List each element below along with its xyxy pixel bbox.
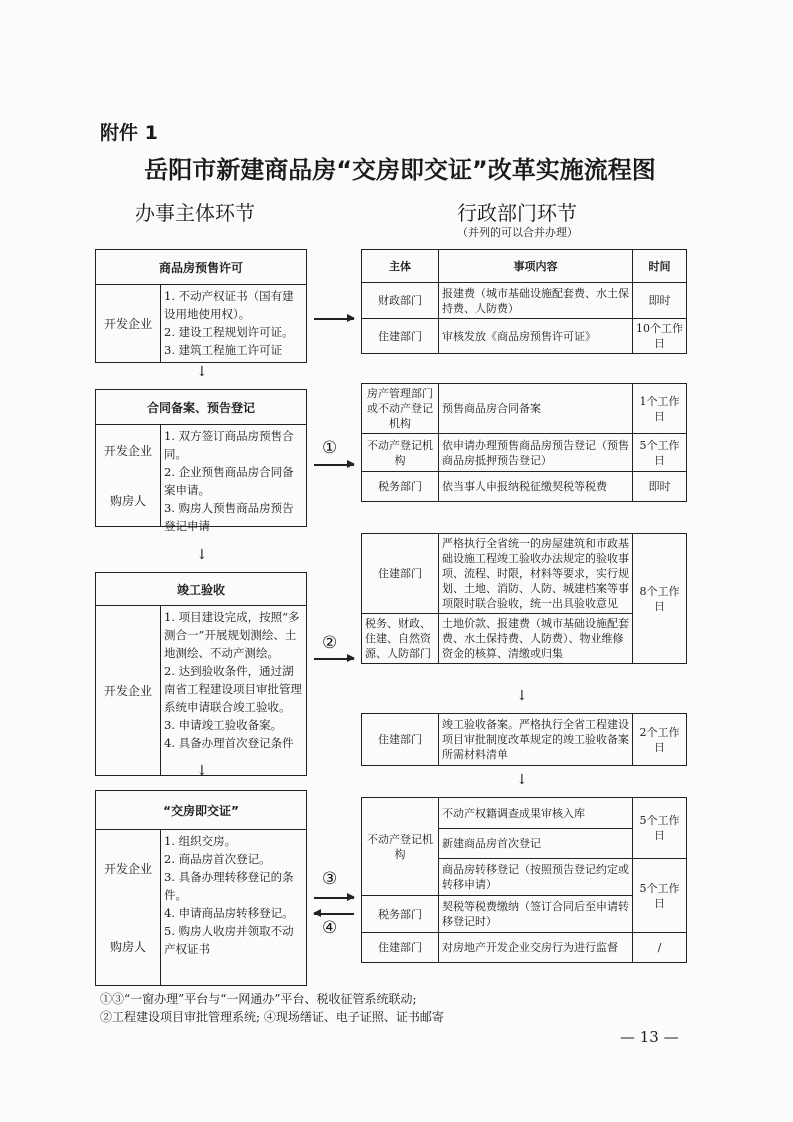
time-cell: 即时 <box>633 283 687 319</box>
time-cell: 5个工作日 <box>633 434 687 472</box>
step-actor: 开发企业 <box>103 862 152 877</box>
step-box-completion-acceptance <box>95 572 307 776</box>
subject-cell: 住建部门 <box>362 534 439 614</box>
step-box-contract-filing <box>95 389 307 533</box>
step-title: 竣工验收 <box>96 573 306 606</box>
time-cell: 2个工作日 <box>633 714 687 766</box>
right-arrow-icon <box>314 318 354 320</box>
step-box-handover-with-certificate <box>95 790 307 986</box>
content-cell: 对房地产开发企业交房行为进行监督 <box>439 933 633 963</box>
subject-cell: 税务部门 <box>362 472 439 502</box>
page-number: — 13 — <box>620 1028 679 1046</box>
content-cell: 审核发放《商品房预售许可证》 <box>439 319 633 354</box>
down-arrow-icon: ↓ <box>196 547 208 563</box>
right-note: （并列的可以合并办理） <box>457 226 578 239</box>
content-cell: 预售商品房合同备案 <box>439 384 633 434</box>
step-item: 2. 建设工程规划许可证。 <box>164 325 294 339</box>
content-cell: 土地价款、报建费（城市基础设施配套费、水土保持费、人防费）、物业维修资金的核算、清缴或归集 <box>439 614 633 664</box>
step-item: 3. 申请竣工验收备案。 <box>164 718 283 732</box>
time-cell: 10个工作日 <box>633 319 687 354</box>
footnote: ②工程建设项目审批管理系统; ④现场缮证、电子证照、证书邮寄 <box>100 1010 444 1024</box>
step-item: 4. 具备办理首次登记条件 <box>164 736 294 750</box>
step-item: 2. 企业预售商品房合同备案申请。 <box>164 465 294 497</box>
marker-2: ② <box>322 633 338 653</box>
subject-cell: 住建部门 <box>362 319 439 354</box>
content-cell: 商品房转移登记（按照预告登记约定或转移申请） <box>439 859 633 896</box>
step-item: 1. 双方签订商品房预售合同。 <box>164 429 294 461</box>
marker-4: ④ <box>322 918 338 938</box>
right-arrow-icon <box>314 658 354 660</box>
content-cell: 契税等税费缴纳（签订合同后至申请转移登记时） <box>439 896 633 933</box>
down-arrow-icon: ↓ <box>196 763 208 779</box>
right-heading: 行政部门环节 <box>457 201 577 225</box>
subject-cell: 财政部门 <box>362 283 439 319</box>
subject-cell: 税务部门 <box>362 896 439 933</box>
subject-cell: 住建部门 <box>362 933 439 963</box>
content-cell: 严格执行全省统一的房屋建筑和市政基础设施工程竣工验收办法规定的验收事项、流程、时限，材料等要求，实行规划、土地、消防、人防、城建档案等事项限时联合验收，统一出具验收意见 <box>439 534 633 614</box>
subject-cell: 税务、财政、住建、自然资源、人防部门 <box>362 614 439 664</box>
subject-cell: 不动产登记机构 <box>362 434 439 472</box>
step-item: 2. 达到验收条件，通过湖南省工程建设项目审批管理系统申请联合竣工验收。 <box>164 664 302 714</box>
step-title: 合同备案、预告登记 <box>96 390 306 425</box>
step-actor: 开发企业 <box>103 443 152 458</box>
step-item: 1. 项目建设完成，按照“多测合一”开展规划测绘、土地测绘、不动产测绘。 <box>164 610 300 660</box>
subject-cell: 住建部门 <box>362 714 439 766</box>
time-cell: 5个工作日 <box>633 798 687 859</box>
col-header: 时间 <box>633 250 687 283</box>
time-cell: 1个工作日 <box>633 384 687 434</box>
down-arrow-icon: ↓ <box>196 364 208 380</box>
col-header: 主体 <box>362 250 439 283</box>
time-cell: / <box>633 933 687 963</box>
col-header: 事项内容 <box>439 250 633 283</box>
content-cell: 依当事人申报纳税征缴契税等税费 <box>439 472 633 502</box>
content-cell: 竣工验收备案。严格执行全省工程建设项目审批制度改革规定的竣工验收备案所需材料清单 <box>439 714 633 766</box>
content-cell: 新建商品房首次登记 <box>439 829 633 859</box>
step-actor: 开发企业 <box>103 317 152 331</box>
time-cell: 8个工作日 <box>633 534 687 664</box>
step-actor: 购房人 <box>109 494 146 509</box>
subject-cell: 房产管理部门或不动产登记机构 <box>362 384 439 434</box>
table-completion-acceptance <box>361 533 687 664</box>
step-title: 商品房预售许可 <box>96 250 306 285</box>
attachment-label: 附件 1 <box>100 122 158 144</box>
page-title: 岳阳市新建商品房“交房即交证”改革实施流程图 <box>144 156 656 184</box>
step-item: 1. 组织交房。 <box>164 834 237 848</box>
marker-3: ③ <box>322 869 338 889</box>
right-arrow-icon <box>314 464 354 466</box>
step-title: “交房即交证” <box>96 791 306 830</box>
left-heading: 办事主体环节 <box>135 201 255 225</box>
step-item: 3. 建筑工程施工许可证 <box>164 343 283 357</box>
content-cell: 依申请办理预售商品房预告登记（预售商品房抵押预告登记） <box>439 434 633 472</box>
table-presale-permit <box>361 249 687 354</box>
step-item: 3. 具备办理转移登记的条件。 <box>164 870 294 902</box>
content-cell: 不动产权籍调查成果审核入库 <box>439 798 633 829</box>
footnote: ①③“一窗办理”平台与“一网通办”平台、税收征管系统联动; <box>100 992 417 1006</box>
step-item: 1. 不动产权证书（国有建设用地使用权）。 <box>164 289 294 321</box>
time-cell: 5个工作日 <box>633 859 687 933</box>
time-cell: 即时 <box>633 472 687 502</box>
step-item: 5. 购房人收房并领取不动产权证书 <box>164 924 294 956</box>
right-arrow-icon <box>314 897 354 899</box>
subject-cell: 不动产登记机构 <box>362 798 439 896</box>
step-item: 4. 申请商品房转移登记。 <box>164 906 294 920</box>
step-actor: 购房人 <box>109 939 146 954</box>
table-completion-filing <box>361 713 687 766</box>
down-arrow-icon: ↓ <box>516 772 528 788</box>
step-item: 2. 商品房首次登记。 <box>164 852 271 866</box>
step-item: 3. 购房人预售商品房预告登记申请 <box>164 501 294 533</box>
step-box-presale-permit <box>95 249 307 363</box>
content-cell: 报建费（城市基础设施配套费、水土保持费、人防费） <box>439 283 633 319</box>
down-arrow-icon: ↓ <box>516 688 528 704</box>
table-registration <box>361 797 687 963</box>
marker-1: ① <box>322 438 338 458</box>
table-contract-filing <box>361 383 687 502</box>
left-arrow-icon <box>314 913 354 915</box>
step-actor: 开发企业 <box>103 684 152 698</box>
